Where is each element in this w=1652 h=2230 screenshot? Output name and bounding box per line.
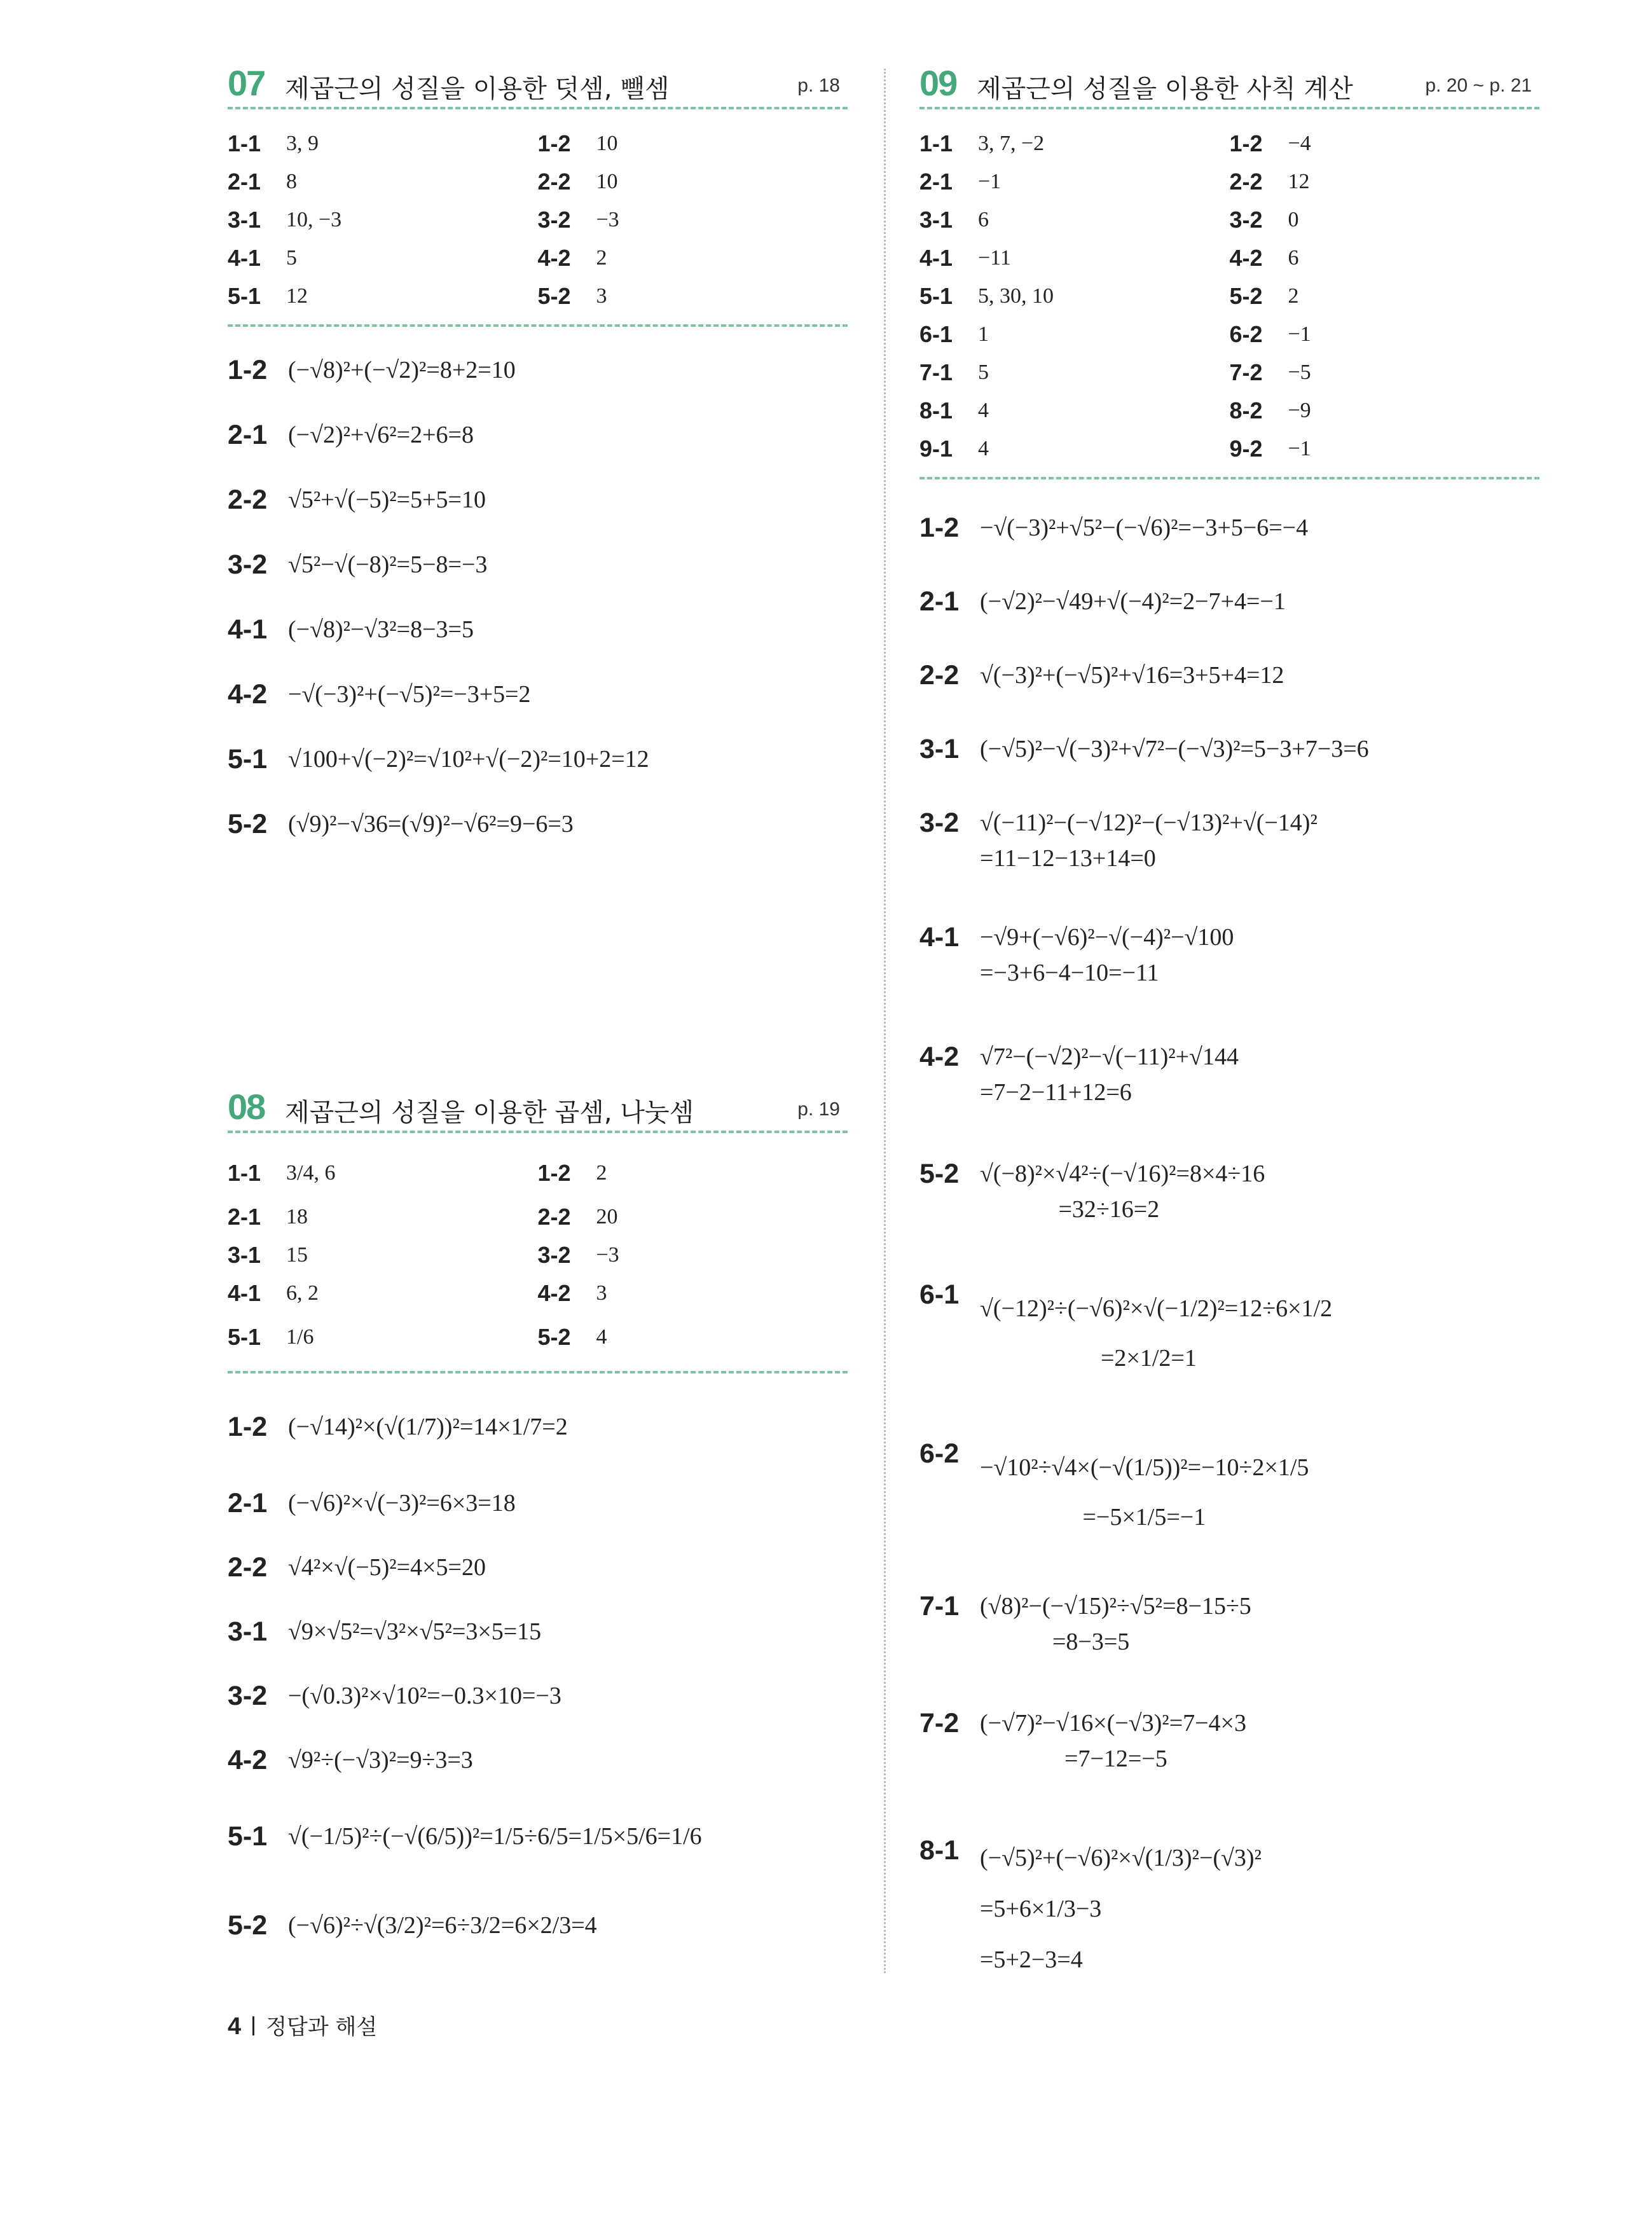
answer-value: 6 <box>978 208 989 231</box>
section-number: 07 <box>228 63 265 103</box>
solution-label: 3-1 <box>228 1616 268 1647</box>
solution-item <box>228 547 848 612</box>
answer-label: 5-2 <box>537 283 571 309</box>
answer-label: 5-2 <box>537 1324 571 1350</box>
solution-list <box>228 1373 848 1971</box>
answer-label: 8-1 <box>919 397 953 423</box>
solution-label: 5-2 <box>228 809 268 839</box>
answer-value: 0 <box>1288 208 1299 231</box>
answer-item <box>538 1324 848 1351</box>
answer-item <box>919 245 1230 272</box>
answer-row <box>228 163 848 201</box>
solution-label: 4-2 <box>228 679 268 710</box>
answer-label: 3-2 <box>537 1242 571 1268</box>
answer-item <box>538 283 848 310</box>
solution-line: =32÷16=2 <box>980 1196 1160 1223</box>
solution-line: √7²−(−√2)²−√(−11)²+√144 <box>980 1043 1239 1070</box>
answer-value: 3, 9 <box>286 132 319 155</box>
answer-grid <box>228 125 848 327</box>
answer-item <box>1230 359 1540 386</box>
answer-value: 5, 30, 10 <box>978 284 1054 308</box>
solution-item <box>228 806 848 871</box>
column-divider <box>884 69 886 1973</box>
answer-value: 6, 2 <box>286 1281 319 1305</box>
answer-row <box>919 277 1539 315</box>
solution-label: 8-1 <box>919 1835 960 1866</box>
solution-line: √5²−√(−8)²=5−8=−3 <box>288 551 488 578</box>
answer-row <box>919 392 1539 430</box>
solution-line: −√9+(−√6)²−√(−4)²−√100 <box>980 924 1234 951</box>
answer-item <box>919 283 1230 310</box>
answer-value: −3 <box>596 1243 619 1267</box>
answer-label: 1-1 <box>228 130 261 156</box>
solution-list <box>228 327 848 871</box>
answer-value: 1 <box>978 322 989 346</box>
answer-row <box>228 1312 848 1362</box>
solution-label: 7-1 <box>919 1591 960 1621</box>
answer-row <box>228 125 848 163</box>
answer-item <box>228 169 538 195</box>
answer-label: 1-1 <box>919 130 953 156</box>
solution-item <box>919 731 1539 805</box>
answer-label: 6-2 <box>1229 321 1263 347</box>
solution-item <box>228 1678 848 1742</box>
solution-line: =−5×1/5=−1 <box>980 1504 1206 1531</box>
answer-value: 10 <box>596 132 618 155</box>
right-column <box>919 57 1539 1985</box>
answer-item <box>228 1204 538 1230</box>
answer-value: 1/6 <box>286 1325 314 1349</box>
solution-line: (−√8)²+(−√2)²=8+2=10 <box>288 357 516 383</box>
solution-label: 2-2 <box>919 660 960 691</box>
solution-line: =5+2−3=4 <box>980 1946 1083 1973</box>
answer-item <box>228 1280 538 1307</box>
solution-label: 3-2 <box>228 1681 268 1711</box>
solution-item <box>228 612 848 677</box>
answer-label: 8-2 <box>1229 397 1263 423</box>
footer-separator <box>252 2016 254 2035</box>
answer-value: −3 <box>596 208 619 231</box>
section-09 <box>919 57 1539 1985</box>
answer-row <box>228 277 848 315</box>
solution-item <box>919 1833 1539 1985</box>
solution-label: 4-1 <box>919 922 960 953</box>
solution-label: 6-1 <box>919 1279 960 1310</box>
answer-item <box>919 359 1230 386</box>
answer-label: 2-2 <box>537 169 571 195</box>
answer-item <box>919 130 1230 157</box>
answer-value: 2 <box>1288 284 1299 308</box>
solution-label: 2-2 <box>228 485 268 515</box>
solution-item <box>228 1614 848 1678</box>
answer-row <box>228 1198 848 1236</box>
solution-item <box>919 919 1539 1039</box>
answer-row <box>228 239 848 277</box>
answer-label: 3-2 <box>537 207 571 233</box>
answer-value: 4 <box>596 1325 607 1349</box>
answer-label: 5-1 <box>228 1324 261 1350</box>
solution-item <box>228 1550 848 1614</box>
solution-line: (−√8)²−√3²=8−3=5 <box>288 616 474 643</box>
answer-item <box>538 245 848 272</box>
section-08 <box>228 1081 848 1971</box>
solution-line: −√(−3)²+√5²−(−√6)²=−3+5−6=−4 <box>980 514 1309 541</box>
solution-line: √9×√5²=√3²×√5²=3×5=15 <box>288 1618 542 1645</box>
section-page-ref: p. 19 <box>797 1099 840 1120</box>
solution-line: (√8)²−(−√15)²÷√5²=8−15÷5 <box>980 1593 1251 1620</box>
solution-line: =8−3=5 <box>980 1628 1130 1655</box>
answer-item <box>1230 397 1540 424</box>
answer-label: 1-2 <box>1229 130 1263 156</box>
answer-item <box>1230 130 1540 157</box>
answer-label: 7-2 <box>1229 359 1263 385</box>
solution-line: √(−12)²÷(−√6)²×√(−1/2)²=12÷6×1/2 <box>980 1295 1333 1322</box>
answer-value: 2 <box>596 1161 607 1185</box>
answer-label: 2-1 <box>228 169 261 195</box>
answer-item <box>228 1324 538 1351</box>
answer-label: 4-2 <box>1229 245 1263 271</box>
answer-label: 9-2 <box>1229 436 1263 462</box>
answer-item <box>538 1280 848 1307</box>
answer-value: 6 <box>1288 246 1299 270</box>
solution-label: 1-2 <box>228 1412 268 1442</box>
answer-row <box>919 354 1539 392</box>
answer-item <box>228 130 538 157</box>
answer-grid <box>919 125 1539 479</box>
solution-line: (−√5)²−√(−3)²+√7²−(−√3)²=5−3+7−3=6 <box>980 736 1369 762</box>
answer-item <box>538 207 848 233</box>
solution-item <box>228 1742 848 1819</box>
answer-item <box>1230 436 1540 462</box>
section-number: 08 <box>228 1087 265 1127</box>
solution-label: 1-2 <box>919 513 960 543</box>
answer-label: 5-1 <box>919 283 953 309</box>
answer-label: 3-1 <box>228 1242 261 1268</box>
solution-item <box>919 657 1539 731</box>
answer-label: 1-2 <box>537 1160 571 1186</box>
answer-value: 3/4, 6 <box>286 1161 336 1185</box>
answer-item <box>1230 169 1540 195</box>
solution-line: =7−12=−5 <box>980 1745 1167 1772</box>
solution-line: √(−11)²−(−√12)²−(−√13)²+√(−14)² <box>980 809 1318 836</box>
left-column <box>228 57 848 1941</box>
answer-row <box>228 1236 848 1274</box>
solution-line: √(−8)²×√4²÷(−√16)²=8×4÷16 <box>980 1160 1265 1187</box>
answer-grid <box>228 1148 848 1373</box>
answer-item <box>919 207 1230 233</box>
answer-value: 18 <box>286 1205 308 1229</box>
answer-item <box>538 1160 848 1187</box>
answer-value: 5 <box>978 361 989 384</box>
solution-list <box>919 479 1539 1985</box>
solution-label: 3-1 <box>919 734 960 764</box>
solution-label: 1-2 <box>228 355 268 385</box>
section-title: 제곱근의 성질을 이용한 덧셈, 뺄셈 <box>285 74 670 104</box>
answer-value: 3 <box>596 1281 607 1305</box>
solution-line: √(−1/5)²÷(−√(6/5))²=1/5÷6/5=1/5×5/6=1/6 <box>288 1823 702 1850</box>
answer-value: −4 <box>1288 132 1311 155</box>
answer-row <box>919 239 1539 277</box>
solution-label: 3-2 <box>919 808 960 838</box>
answer-item <box>228 1160 538 1187</box>
answer-item <box>1230 321 1540 348</box>
solution-item <box>919 510 1539 584</box>
solution-label: 5-1 <box>228 1821 268 1852</box>
answer-label: 2-1 <box>919 169 953 195</box>
answer-label: 3-1 <box>228 207 261 233</box>
answer-row <box>919 125 1539 163</box>
answer-row <box>228 1148 848 1198</box>
solution-line: (−√14)²×(√(1/7))²=14×1/7=2 <box>288 1414 568 1440</box>
answer-value: −1 <box>1288 437 1311 460</box>
answer-item <box>538 169 848 195</box>
answer-label: 4-1 <box>919 245 953 271</box>
solution-item <box>919 584 1539 657</box>
solution-line: =7−2−11+12=6 <box>980 1079 1132 1106</box>
solution-item <box>228 1485 848 1550</box>
solution-line: −√10²÷√4×(−√(1/5))²=−10÷2×1/5 <box>980 1454 1309 1481</box>
solution-item <box>228 1409 848 1485</box>
answer-item <box>538 130 848 157</box>
answer-label: 6-1 <box>919 321 953 347</box>
solution-line: −√(−3)²+(−√5)²=−3+5=2 <box>288 681 531 708</box>
solution-line: √4²×√(−5)²=4×5=20 <box>288 1554 486 1581</box>
page-footer <box>228 2009 377 2041</box>
answer-label: 2-2 <box>1229 169 1263 195</box>
answer-value: −5 <box>1288 361 1311 384</box>
section-07 <box>228 57 848 871</box>
answer-label: 2-1 <box>228 1204 261 1230</box>
section-title: 제곱근의 성질을 이용한 사칙 계산 <box>977 74 1353 104</box>
answer-value: 4 <box>978 437 989 460</box>
answer-label: 4-2 <box>537 1280 571 1306</box>
answer-item <box>228 283 538 310</box>
section-header <box>228 1081 848 1133</box>
section-number: 09 <box>919 63 957 103</box>
answer-label: 1-1 <box>228 1160 261 1186</box>
answer-value: 15 <box>286 1243 308 1267</box>
answer-item <box>228 1242 538 1269</box>
answer-value: 12 <box>1288 170 1310 193</box>
solution-line: =5+6×1/3−3 <box>980 1896 1102 1922</box>
solution-line: √9²÷(−√3)²=9÷3=3 <box>288 1747 473 1773</box>
answer-value: 10 <box>596 170 618 193</box>
solution-label: 2-1 <box>228 1488 268 1518</box>
answer-row <box>919 430 1539 468</box>
solution-label: 3-2 <box>228 549 268 580</box>
section-title: 제곱근의 성질을 이용한 곱셈, 나눗셈 <box>285 1098 694 1127</box>
answer-value: 8 <box>286 170 297 193</box>
answer-value: 3, 7, −2 <box>978 132 1045 155</box>
answer-item <box>1230 283 1540 310</box>
answer-value: −1 <box>978 170 1002 193</box>
solution-line: √5²+√(−5)²=5+5=10 <box>288 486 486 513</box>
answer-label: 2-2 <box>537 1204 571 1230</box>
answer-item <box>538 1204 848 1230</box>
answer-item <box>1230 207 1540 233</box>
answer-value: −9 <box>1288 399 1311 422</box>
solution-line: =2×1/2=1 <box>980 1345 1197 1372</box>
answer-label: 3-2 <box>1229 207 1263 233</box>
solution-label: 5-2 <box>228 1910 268 1941</box>
answer-item <box>919 169 1230 195</box>
solution-item <box>919 1156 1539 1277</box>
solution-line: =11−12−13+14=0 <box>980 845 1156 872</box>
answer-value: 3 <box>596 284 607 308</box>
solution-label: 2-2 <box>228 1552 268 1583</box>
answer-item <box>538 1242 848 1269</box>
solution-line: √(−3)²+(−√5)²+√16=3+5+4=12 <box>980 662 1284 689</box>
answer-label: 5-1 <box>228 283 261 309</box>
solution-line: (−√2)²+√6²=2+6=8 <box>288 422 474 448</box>
answer-label: 5-2 <box>1229 283 1263 309</box>
answer-label: 9-1 <box>919 436 953 462</box>
footer-text: 정답과 해설 <box>266 2014 378 2040</box>
page-number: 4 <box>228 2013 242 2040</box>
solution-item <box>228 352 848 417</box>
answer-row <box>919 201 1539 239</box>
solution-item <box>228 482 848 547</box>
answer-item <box>919 321 1230 348</box>
answer-label: 4-1 <box>228 1280 261 1306</box>
solution-label: 4-2 <box>228 1745 268 1775</box>
answer-row <box>228 1274 848 1312</box>
solution-item <box>228 741 848 806</box>
answer-item <box>1230 245 1540 272</box>
answer-label: 1-2 <box>537 130 571 156</box>
solution-item <box>919 805 1539 919</box>
solution-item <box>919 1277 1539 1436</box>
solution-line: (−√7)²−√16×(−√3)²=7−4×3 <box>980 1710 1246 1737</box>
solution-line: (−√2)²−√49+√(−4)²=2−7+4=−1 <box>980 588 1286 615</box>
section-header <box>919 57 1539 109</box>
section-page-ref: p. 20 ~ p. 21 <box>1425 75 1532 96</box>
solution-line: (√9)²−√36=(√9)²−√6²=9−6=3 <box>288 811 574 837</box>
answer-item <box>919 436 1230 462</box>
section-page-ref: p. 18 <box>797 75 840 96</box>
solution-item <box>228 1908 848 1971</box>
answer-value: 2 <box>596 246 607 270</box>
solution-item <box>919 1588 1539 1705</box>
answer-label: 4-2 <box>537 245 571 271</box>
answer-row <box>228 201 848 239</box>
answer-value: 4 <box>978 399 989 422</box>
answer-label: 3-1 <box>919 207 953 233</box>
solution-item <box>228 417 848 482</box>
solution-item <box>919 1705 1539 1833</box>
answer-value: −11 <box>978 246 1011 270</box>
answer-row <box>919 163 1539 201</box>
answer-label: 4-1 <box>228 245 261 271</box>
answer-value: 12 <box>286 284 308 308</box>
solution-label: 5-2 <box>919 1159 960 1189</box>
answer-item <box>919 397 1230 424</box>
solution-line: (−√6)²÷√(3/2)²=6÷3/2=6×2/3=4 <box>288 1912 597 1939</box>
answer-value: 10, −3 <box>286 208 342 231</box>
solution-line: √100+√(−2)²=√10²+√(−2)²=10+2=12 <box>288 746 649 773</box>
solution-label: 2-1 <box>919 586 960 617</box>
solution-label: 2-1 <box>228 420 268 450</box>
solution-line: =−3+6−4−10=−11 <box>980 960 1159 986</box>
solution-line: −(√0.3)²×√10²=−0.3×10=−3 <box>288 1683 561 1709</box>
solution-label: 6-2 <box>919 1438 960 1469</box>
solution-label: 7-2 <box>919 1708 960 1738</box>
solution-line: (−√5)²+(−√6)²×√(1/3)²−(√3)² <box>980 1845 1262 1871</box>
answer-item <box>228 207 538 233</box>
answer-row <box>919 315 1539 354</box>
solution-item <box>919 1039 1539 1156</box>
solution-label: 5-1 <box>228 744 268 774</box>
answer-label: 7-1 <box>919 359 953 385</box>
solution-line: (−√6)²×√(−3)²=6×3=18 <box>288 1490 516 1517</box>
solution-item <box>228 677 848 741</box>
solution-item <box>228 1819 848 1908</box>
solution-label: 4-2 <box>919 1042 960 1072</box>
answer-item <box>228 245 538 272</box>
answer-value: −1 <box>1288 322 1311 346</box>
solution-label: 4-1 <box>228 614 268 645</box>
answer-value: 20 <box>596 1205 618 1229</box>
answer-value: 5 <box>286 246 297 270</box>
solution-item <box>919 1436 1539 1588</box>
section-header <box>228 57 848 109</box>
